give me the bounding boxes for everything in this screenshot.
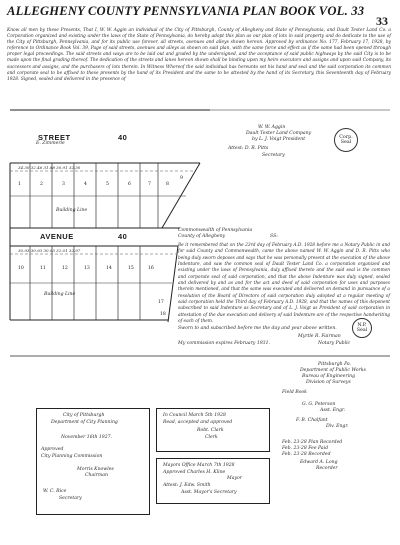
recorded-line-3: Feb. 23-28 Recorded bbox=[282, 452, 331, 457]
seal-text: Corp. Seal bbox=[339, 135, 353, 145]
works-field-book: Field Book bbox=[282, 390, 307, 395]
lot-number: 1 bbox=[18, 182, 21, 187]
dedication-text: Know all men by these Presents, That I, W. W. Aggin an individual of the City of Pittsburgh, County of Allegheny and State of Pennsylvania, and Dault Tester Land Co. a Corporation organized and existing under the laws of the State of Pennsylvania, do hereby adopt this plan as our plan of lots in said property and do dedicate to the use of the City of Pittsburgh, Pennsylvania, and for its public use forever, all streets, avenues and alleys shown hereon. Approved by ordinance No. 177, February 17, 1928, by reference to Ordinance Book Vol. 39, Page of said streets, avenues and alleys as shown on said plan, with the same force and effect as if the same had been opened through proper legal proceedings. The said streets and ways are to be laid out and graded by the undersigned, and the acceptance of said public highways by the said City is to be made upon the final grading thereof. The dedication of the streets and lanes hereon shown shall be binding upon my heirs executors and assigns and upon said Company, its successors and assigns, and the purchasers of lots therein. In Witness Whereof the said individual has hereunto set his hand and seal and the said corporation its common and corporate seal to be affixed to these presents by the hand of its President and the same to be attested by the hand of its Secretary, this Seventeenth day of February 1928. Signed, sealed and delivered in the presence of bbox=[7, 28, 391, 82]
notary-title: Notary Public bbox=[318, 341, 351, 346]
signer-company: Dault Tester Land Company bbox=[246, 131, 312, 136]
lot-number: 14 bbox=[106, 266, 112, 271]
lot-number: 10 bbox=[18, 266, 24, 271]
ack-ss: SS: bbox=[270, 234, 278, 239]
planning-commission: City Planning Commission bbox=[41, 454, 103, 459]
notary-seal bbox=[352, 318, 372, 338]
works-name-2-title: Div. Engr. bbox=[326, 424, 349, 429]
planning-title-2: Department of City Planning bbox=[51, 420, 118, 425]
signer-individual: W. W. Aggin bbox=[258, 125, 286, 130]
lot-number: 15 bbox=[128, 266, 134, 271]
ack-heading-1: Commonwealth of Pennsylvania bbox=[178, 228, 253, 233]
lot-number: 9 bbox=[180, 176, 183, 181]
seal-text: N.P. Seal bbox=[356, 323, 368, 333]
notary-name: Myrtle R. Fairman bbox=[298, 334, 341, 339]
lot-number: 6 bbox=[128, 182, 131, 187]
lot-number: 8 bbox=[166, 182, 169, 187]
notary-commission: My commission expires February 1931. bbox=[178, 341, 270, 346]
lot-number: 2 bbox=[40, 182, 43, 187]
mayor-line-1: Mayors Office March 7th 1928 bbox=[163, 463, 235, 468]
planning-approved: Approved bbox=[41, 447, 64, 452]
recorder-name: Edward A. Long bbox=[300, 460, 338, 465]
lot-number: 5 bbox=[106, 182, 109, 187]
mayor-approval-box bbox=[156, 458, 270, 504]
lot-number: 4 bbox=[84, 182, 87, 187]
lot-number: 16 bbox=[148, 266, 154, 271]
mayor-attest-title: Asst. Mayor's Secretary bbox=[181, 490, 237, 495]
planning-date: November 16th 1927. bbox=[61, 435, 113, 440]
works-line-1: Pittsburgh Pa. bbox=[318, 362, 352, 367]
council-approval-box bbox=[156, 408, 270, 452]
planning-chairman: Morris Knowles bbox=[77, 467, 114, 472]
street-width: 40 bbox=[118, 133, 128, 142]
signer-president: by L. J. Voigt President bbox=[252, 137, 306, 142]
witness-signature: E. Zimmerle bbox=[36, 141, 65, 146]
ack-heading-2: County of Allegheny bbox=[178, 234, 226, 239]
building-line-label: Building Line bbox=[56, 208, 88, 213]
lot-number: 18 bbox=[160, 312, 166, 317]
lot-number: 13 bbox=[84, 266, 90, 271]
lot-number: 17 bbox=[158, 300, 164, 305]
works-line-2: Department of Public Works bbox=[300, 368, 366, 373]
dims-bottom: 30.93 30.93 30.93 32.01 32.97 bbox=[18, 248, 81, 253]
council-clerk-title: Clerk bbox=[205, 435, 218, 440]
mayor-line-2: Approved Charles H. Kline bbox=[163, 470, 226, 475]
recorded-line-1: Feb. 23-28 Plan Recorded bbox=[282, 440, 343, 445]
mayor-title: Mayor bbox=[227, 476, 242, 481]
lot-number: 12 bbox=[62, 266, 68, 271]
works-name-2: F. B. Chalfant bbox=[296, 418, 328, 423]
mayor-attest: Attest: J. Edw. Smith bbox=[163, 483, 211, 488]
works-line-4: Division of Surveys bbox=[306, 380, 351, 385]
works-line-3: Bureau of Engineering bbox=[302, 374, 356, 379]
ack-sworn: Sworn to and subscribed before me the day and year above written. bbox=[178, 326, 337, 331]
planning-secretary-title: Secretary bbox=[59, 496, 82, 501]
council-line-2: Read, accepted and approved bbox=[163, 420, 233, 425]
lot-number: 11 bbox=[40, 266, 46, 271]
attest-title: Secretary bbox=[262, 153, 285, 158]
lot-number: 7 bbox=[148, 182, 151, 187]
planning-chairman-title: Chairman bbox=[85, 473, 108, 478]
lot-number: 3 bbox=[62, 182, 65, 187]
avenue-label: AVENUE bbox=[40, 232, 74, 241]
avenue-width: 40 bbox=[118, 232, 128, 241]
recorder-title: Recorder bbox=[316, 466, 338, 471]
dims-top: 34.30 32.46 31.88 30.91 32.30 bbox=[18, 165, 81, 170]
recorded-line-2: Feb. 23-28 Fee Paid bbox=[282, 446, 329, 451]
council-clerk: Robt. Clark bbox=[197, 428, 224, 433]
acknowledgment-text: Be it remembered that on the 23rd day of February A.D. 1928 before me a Notary Public in and for said County and Commonwealth, came the above named W. W. Aggin and D. R. Pitts who being duly sworn deposes and says that he was personally present at the execution of the above Indenture, and saw the common seal of Dault Tester Land Co. a corporation organized and existing under the laws of Pennsylvania, duly affixed thereto and the said seal is the common and corporate seal of said corporation, and that the above Indenture was duly signed, sealed and delivered by and as and for the act and deed of said corporation for uses and purposes therein mentioned, and that the same was executed and delivered on demand in pursuance of a resolution of the Board of Directors of said corporation duly adopted at a regular meeting of said corporation held the Third day of February A.D. 1928, and that the names of this deponent subscribed to said Indenture as Secretary and of L. J. Voigt as President of said corporation in attestation of the due execution and delivery of said Indenture are of the respective handwriting of each of them. bbox=[178, 243, 390, 325]
council-line-1: In Council March 5th 1928 bbox=[163, 413, 226, 418]
planning-title-1: City of Pittsburgh bbox=[63, 413, 105, 418]
planning-approval-box bbox=[36, 408, 150, 515]
planning-secretary: W. C. Rice bbox=[43, 489, 67, 494]
works-name-1: G. G. Peterson bbox=[302, 402, 336, 407]
street-label: STREET bbox=[38, 133, 71, 142]
works-name-1-title: Asst. Engr. bbox=[320, 408, 346, 413]
plan-book-header: ALLEGHENY COUNTY PENNSYLVANIA PLAN BOOK VOL. 33 bbox=[7, 4, 365, 18]
building-line-label-lower: Building Line bbox=[44, 292, 76, 297]
attest-signature: Attest: D. R. Pitts bbox=[228, 146, 269, 151]
page-number: 33 bbox=[376, 14, 388, 28]
